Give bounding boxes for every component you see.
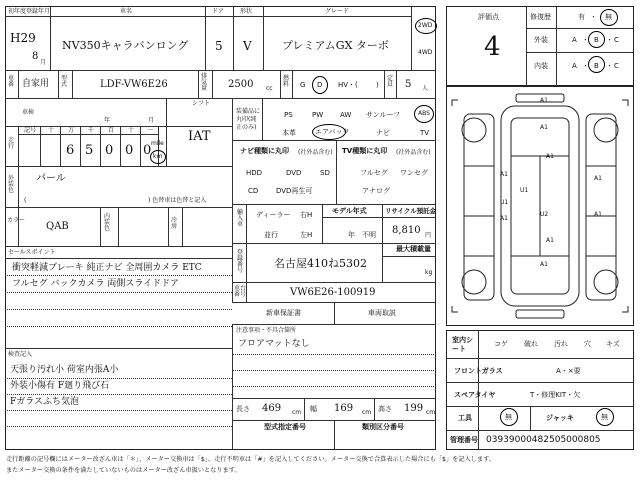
car-diagram-icon	[446, 86, 634, 326]
digit-1: 6	[66, 143, 75, 158]
mgmt-value: 03939000482505000805	[486, 435, 601, 445]
front-glass-value: A・×要	[556, 367, 581, 375]
footer-line-2: またメーター交換の条件を満たしていないものはメーター改ざん車扱いとなります。	[6, 467, 241, 474]
interior-label: 内装	[534, 62, 548, 70]
color-note: ) 色替車は色替と記入	[148, 197, 207, 204]
recycle-value: 8,810	[392, 225, 421, 236]
option-leather: 本革	[282, 129, 296, 137]
import-right: 右H	[300, 211, 313, 219]
owner-manual: 車両取説	[368, 309, 396, 317]
grade-value: プレミアムGX ターボ	[282, 39, 389, 52]
option-pw: PW	[312, 111, 324, 119]
mark-left-2: U1	[500, 199, 509, 206]
mark-right-2: A1	[594, 211, 602, 218]
digit-4: 0	[125, 143, 134, 158]
width-unit: cm	[362, 409, 372, 416]
inspector-line-1: 天張り汚れ小 荷室内張A小	[10, 365, 119, 375]
inspection-year-label: 年	[104, 117, 111, 124]
digit-3: 0	[105, 143, 114, 158]
option-airbag: エアバック	[315, 128, 350, 136]
mark-center-3: U2	[540, 211, 549, 218]
interior-color-label: 内装色	[104, 213, 111, 232]
capacity-value: 5	[405, 79, 412, 90]
drive-2wd: 2WD	[418, 22, 433, 29]
import-dealer: ディーラー	[256, 211, 291, 219]
model-year-unknown: 不明	[362, 231, 376, 239]
shape-label: 形状	[240, 8, 253, 15]
shift-value: IAT	[188, 129, 211, 144]
digit-header-5: 十	[128, 127, 135, 134]
navi-dvd: DVD	[286, 169, 302, 177]
model-year-label: モデル年式	[332, 207, 367, 215]
new-warranty: 新車保証書	[266, 309, 301, 317]
digit-2: 5	[85, 143, 94, 158]
digit-header-sign: 記号	[24, 127, 37, 134]
import-label: 輸入車	[237, 209, 244, 228]
doors-label: ドア	[212, 8, 224, 15]
navi-dvd-play: DVD再生可	[276, 187, 313, 195]
interior-a: A	[572, 62, 577, 70]
mark-center-1: A1	[546, 153, 554, 160]
notes-line-1: フロアマットなし	[238, 339, 310, 349]
height-unit: cm	[426, 409, 436, 416]
seat-scratch: キズ	[606, 340, 620, 348]
interior-b: B	[594, 62, 599, 70]
class-number-label: 類別区分番号	[362, 423, 404, 431]
interior-sep1: ・	[582, 62, 589, 70]
spare-tire-label: スペアタイヤ	[454, 391, 496, 399]
repair-sep: ・	[590, 13, 597, 21]
sales-points-label: セールスポイント	[8, 249, 56, 256]
length-value: 469	[262, 403, 282, 414]
type-number-label: 型式指定番号	[264, 423, 306, 431]
footer-line-1: 走行距離の記号欄にはメーター改ざん車は「＊」、メーター交換車は「$」、走行不明車は「#」を記入してください。メーター交換で合算表示した場合にも「$」を記入します。	[6, 456, 495, 463]
reg-number-value: 名古屋410ね5302	[274, 257, 367, 270]
fuel-label: 燃料	[283, 75, 290, 88]
exterior-sep1: ・	[582, 36, 589, 44]
exterior-sep2: ・	[606, 36, 613, 44]
tv-sub: (社外品含む)	[396, 149, 431, 156]
tools-label: 工具	[458, 414, 472, 422]
cooling-label: 冷房	[171, 217, 178, 230]
tv-analog: アナログ	[362, 187, 390, 195]
mark-top-1: A1	[540, 97, 548, 104]
length-label: 長さ	[236, 405, 250, 413]
first-reg-label: 初年度登録年月	[8, 8, 51, 15]
seat-tear: 破れ	[524, 340, 538, 348]
jack-label: ジャッキ	[546, 414, 574, 422]
reg-month-suffix: 月	[40, 59, 47, 66]
option-ps: PS	[284, 111, 293, 119]
score-label: 評価点	[478, 13, 499, 21]
tv-oneseg: ワンセグ	[400, 169, 428, 177]
reg-number-label: 登録番号	[237, 249, 244, 274]
sales-line-2: フルセグ バックカメラ 両側スライドドア	[12, 279, 179, 289]
digit-header-1: 十	[48, 127, 55, 134]
repair-label: 修復歴	[530, 13, 551, 21]
width-label: 幅	[310, 405, 317, 413]
digit-header-4: 百	[108, 127, 115, 134]
color-code: QAB	[46, 221, 69, 232]
exterior-label: 外装	[534, 36, 548, 44]
car-name-label: 車名	[120, 8, 133, 15]
inspector-line-3: Fガラスふち気泡	[10, 397, 79, 407]
front-glass-label: フロントガラス	[454, 367, 503, 375]
options-label: 装備品に丸印(純正のみ)	[236, 108, 261, 131]
fuel-g: G	[300, 81, 306, 89]
navi-sd: SD	[320, 169, 330, 177]
shift-label: シフト	[192, 100, 211, 107]
digit-header-2: 万	[68, 127, 75, 134]
fuel-d: D	[317, 81, 323, 89]
use-value: 自家用	[22, 79, 50, 89]
seat-stain: 汚れ	[554, 340, 568, 348]
mark-left-3: A1	[500, 215, 508, 222]
max-load-kg: kg	[425, 269, 433, 276]
chassis-value: VW6E26-100919	[290, 287, 376, 298]
repair-no: 無	[605, 13, 612, 21]
notes-label: 注意事項・不具合箇所	[236, 327, 297, 334]
capacity-label: 定員	[387, 75, 394, 88]
interior-c: C	[614, 62, 619, 70]
option-abs: ABS	[418, 110, 430, 117]
inspector-label: 検査記入	[8, 351, 33, 358]
model-label: 型式	[61, 75, 68, 88]
exterior-a: A	[572, 36, 577, 44]
option-tv: TV	[420, 129, 430, 137]
import-left: 左H	[300, 231, 313, 239]
height-value: 199	[404, 403, 424, 414]
spare-tire-value: T・修理KIT・欠	[530, 391, 581, 399]
displacement-value: 2500	[228, 79, 254, 90]
inspection-month-label: 月	[148, 117, 155, 124]
mgmt-label: 管理番号	[450, 436, 478, 444]
reg-month: 8	[32, 51, 39, 62]
length-unit: cm	[292, 409, 302, 416]
shape-value: V	[243, 39, 252, 53]
seat-burn: コゲ	[494, 340, 508, 348]
color-value: パール	[36, 173, 66, 184]
mark-bottom-1: A1	[540, 261, 548, 268]
unit-mile: mile	[151, 140, 164, 147]
width-value: 169	[334, 403, 354, 414]
color-label: 外装色	[8, 175, 15, 194]
recycle-label: リサイクル預託金	[385, 207, 437, 215]
model-value: LDF-VW6E26	[100, 79, 168, 90]
model-year-suffix: 年	[348, 231, 355, 239]
score-value: 4	[484, 32, 501, 62]
inspection-label: 車検	[22, 109, 35, 116]
grade-label: グレード	[325, 8, 350, 15]
navi-hdd: HDD	[246, 169, 263, 177]
cc-unit: cc	[266, 85, 273, 92]
seat-hole: 穴	[584, 340, 591, 348]
plate-label: 車番	[8, 75, 15, 88]
max-load-label: 最大積載量	[396, 245, 431, 253]
repair-yes: 有	[578, 13, 585, 21]
import-parallel: 並行	[264, 231, 278, 239]
fuel-close: )	[376, 81, 379, 89]
exterior-c: C	[614, 36, 619, 44]
navi-label: ナビ種類に丸印	[240, 147, 289, 155]
option-aw: AW	[340, 111, 352, 119]
recycle-yen: 円	[425, 232, 432, 239]
mark-center-2: U1	[520, 187, 529, 194]
chassis-label: 車台番号	[234, 285, 247, 298]
displacement-label: 排気量	[201, 73, 208, 92]
digit-header-6: 一	[147, 127, 154, 134]
travel-label: 走行	[8, 137, 15, 150]
color-code-label: カラー	[7, 217, 26, 224]
jack-value: 無	[601, 413, 608, 421]
option-sunroof: サンルーフ	[366, 111, 401, 119]
drive-4wd: 4WD	[418, 49, 433, 56]
doors-value: 5	[215, 39, 223, 53]
color-paren: (	[24, 197, 27, 204]
capacity-unit: 人	[422, 85, 429, 92]
interior-sep2: ・	[606, 62, 613, 70]
navi-cd: CD	[248, 187, 259, 195]
unit-km: km	[153, 153, 163, 160]
reg-year: H29	[10, 31, 36, 45]
mark-left-1: A1	[500, 171, 508, 178]
height-label: 高さ	[378, 405, 392, 413]
digit-5: 0	[143, 143, 152, 158]
mark-top-2: A1	[540, 124, 548, 131]
inspector-line-2: 外装小傷有 F廻り飛び石	[10, 381, 110, 391]
tools-value: 無	[505, 413, 512, 421]
mark-center-4: A1	[546, 237, 554, 244]
exterior-b: B	[594, 36, 599, 44]
interior-seat-label: 室内シート	[452, 336, 473, 354]
navi-sub: (社外品含む)	[298, 149, 333, 156]
sales-line-1: 衝突軽減ブレーキ 純正ナビ 全周囲カメラ ETC	[12, 263, 202, 273]
tv-label: TV種類に丸印	[342, 147, 388, 155]
car-name: NV350キャラバンロング	[62, 39, 189, 52]
option-navi: ナビ	[376, 129, 390, 137]
fuel-hv: HV・(	[338, 81, 358, 89]
tv-fullseg: フルセグ	[360, 169, 388, 177]
mark-right-1: A1	[594, 175, 602, 182]
digit-header-3: 千	[88, 127, 95, 134]
